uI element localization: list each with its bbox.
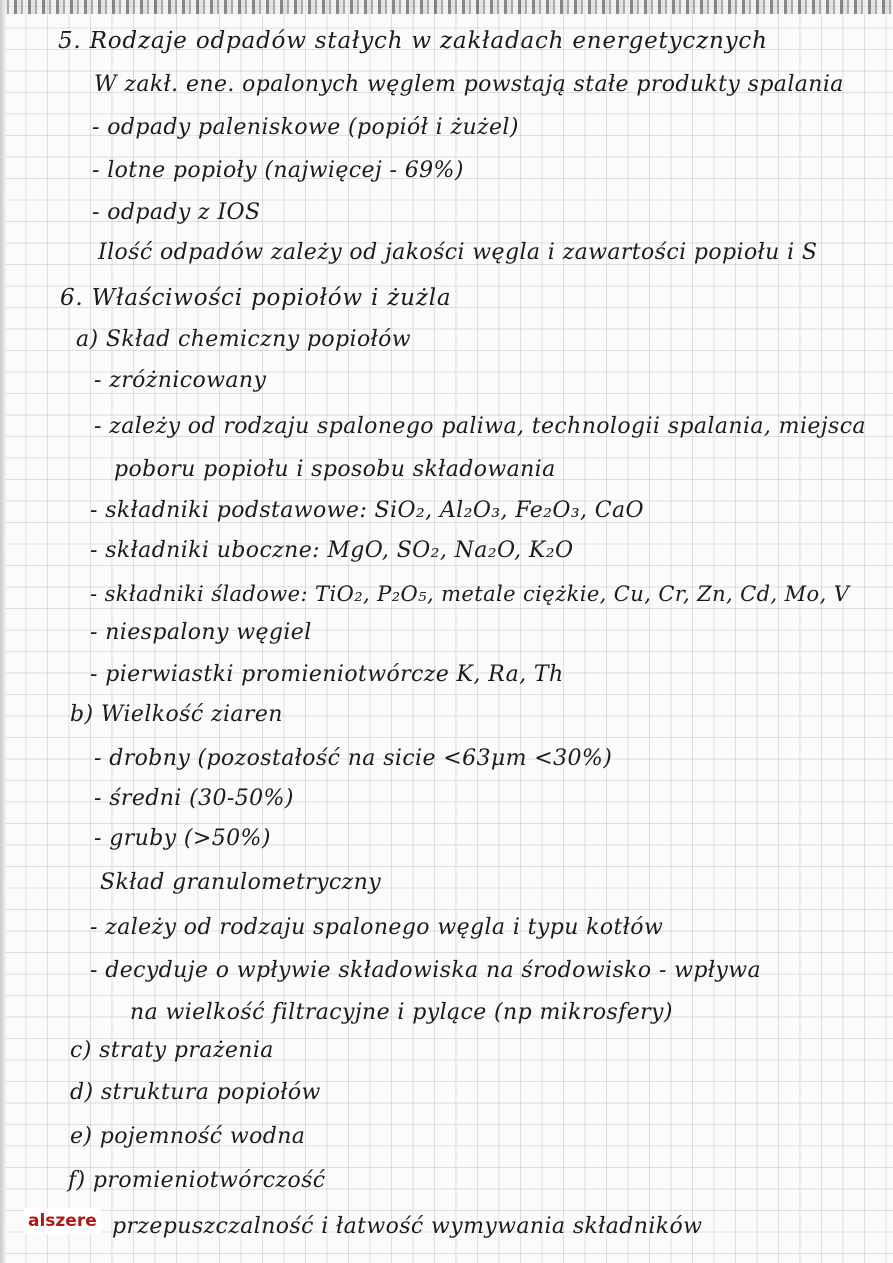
note-line: - odpady paleniskowe (popiół i żużel) — [92, 115, 519, 140]
section-5-heading: 5. Rodzaje odpadów stałych w zakładach energetycznych — [58, 28, 768, 54]
note-line: - pierwiastki promieniotwórcze K, Ra, Th — [90, 662, 564, 687]
note-line: - drobny (pozostałość na sicie <63μm <30%) — [94, 746, 613, 771]
note-line: - zależy od rodzaju spalonego paliwa, technologii spalania, miejsca — [94, 414, 866, 439]
notebook-spiral-edge — [0, 0, 893, 14]
note-line: - średni (30-50%) — [94, 786, 294, 811]
note-line: - składniki podstawowe: SiO₂, Al₂O₃, Fe₂O₃, CaO — [90, 498, 644, 523]
section-6-heading: 6. Właściwości popiołów i żużla — [60, 285, 452, 311]
subsection-b-heading: b) Wielkość ziaren — [70, 702, 283, 727]
subsection-e-heading: e) pojemność wodna — [70, 1124, 306, 1149]
note-line: - niespalony węgiel — [90, 620, 312, 645]
note-line: - zróżnicowany — [94, 368, 267, 393]
note-line: W zakł. ene. opalonych węglem powstają stałe produkty spalania — [94, 72, 844, 97]
note-line: na wielkość filtracyjne i pylące (np mikrosfery) — [130, 1000, 673, 1025]
note-line: Skład granulometryczny — [100, 870, 382, 895]
note-line: - odpady z IOS — [92, 200, 261, 225]
note-line: - składniki śladowe: TiO₂, P₂O₅, metale ciężkie, Cu, Cr, Zn, Cd, Mo, V — [90, 582, 850, 606]
note-line: - decyduje o wpływie składowiska na środowisko - wpływa — [90, 958, 761, 983]
subsection-f-heading: f) promieniotwórczość — [68, 1168, 326, 1193]
note-line: - składniki uboczne: MgO, SO₂, Na₂O, K₂O — [90, 538, 574, 563]
note-line: przepuszczalność i łatwość wymywania składników — [112, 1214, 703, 1239]
note-line: poboru popiołu i sposobu składowania — [114, 457, 556, 482]
subsection-d-heading: d) struktura popiołów — [70, 1080, 321, 1105]
subsection-c-heading: c) straty prażenia — [70, 1038, 274, 1063]
watermark-label: alszere — [24, 1208, 101, 1234]
note-line: Ilość odpadów zależy od jakości węgla i zawartości popiołu i S — [98, 240, 818, 265]
note-line: - lotne popioły (najwięcej - 69%) — [92, 158, 464, 183]
subsection-a-heading: a) Skład chemiczny popiołów — [76, 327, 412, 352]
note-line: - zależy od rodzaju spalonego węgla i typu kotłów — [90, 915, 664, 940]
note-line: - gruby (>50%) — [94, 826, 271, 851]
page-left-edge-shadow — [0, 0, 6, 1263]
